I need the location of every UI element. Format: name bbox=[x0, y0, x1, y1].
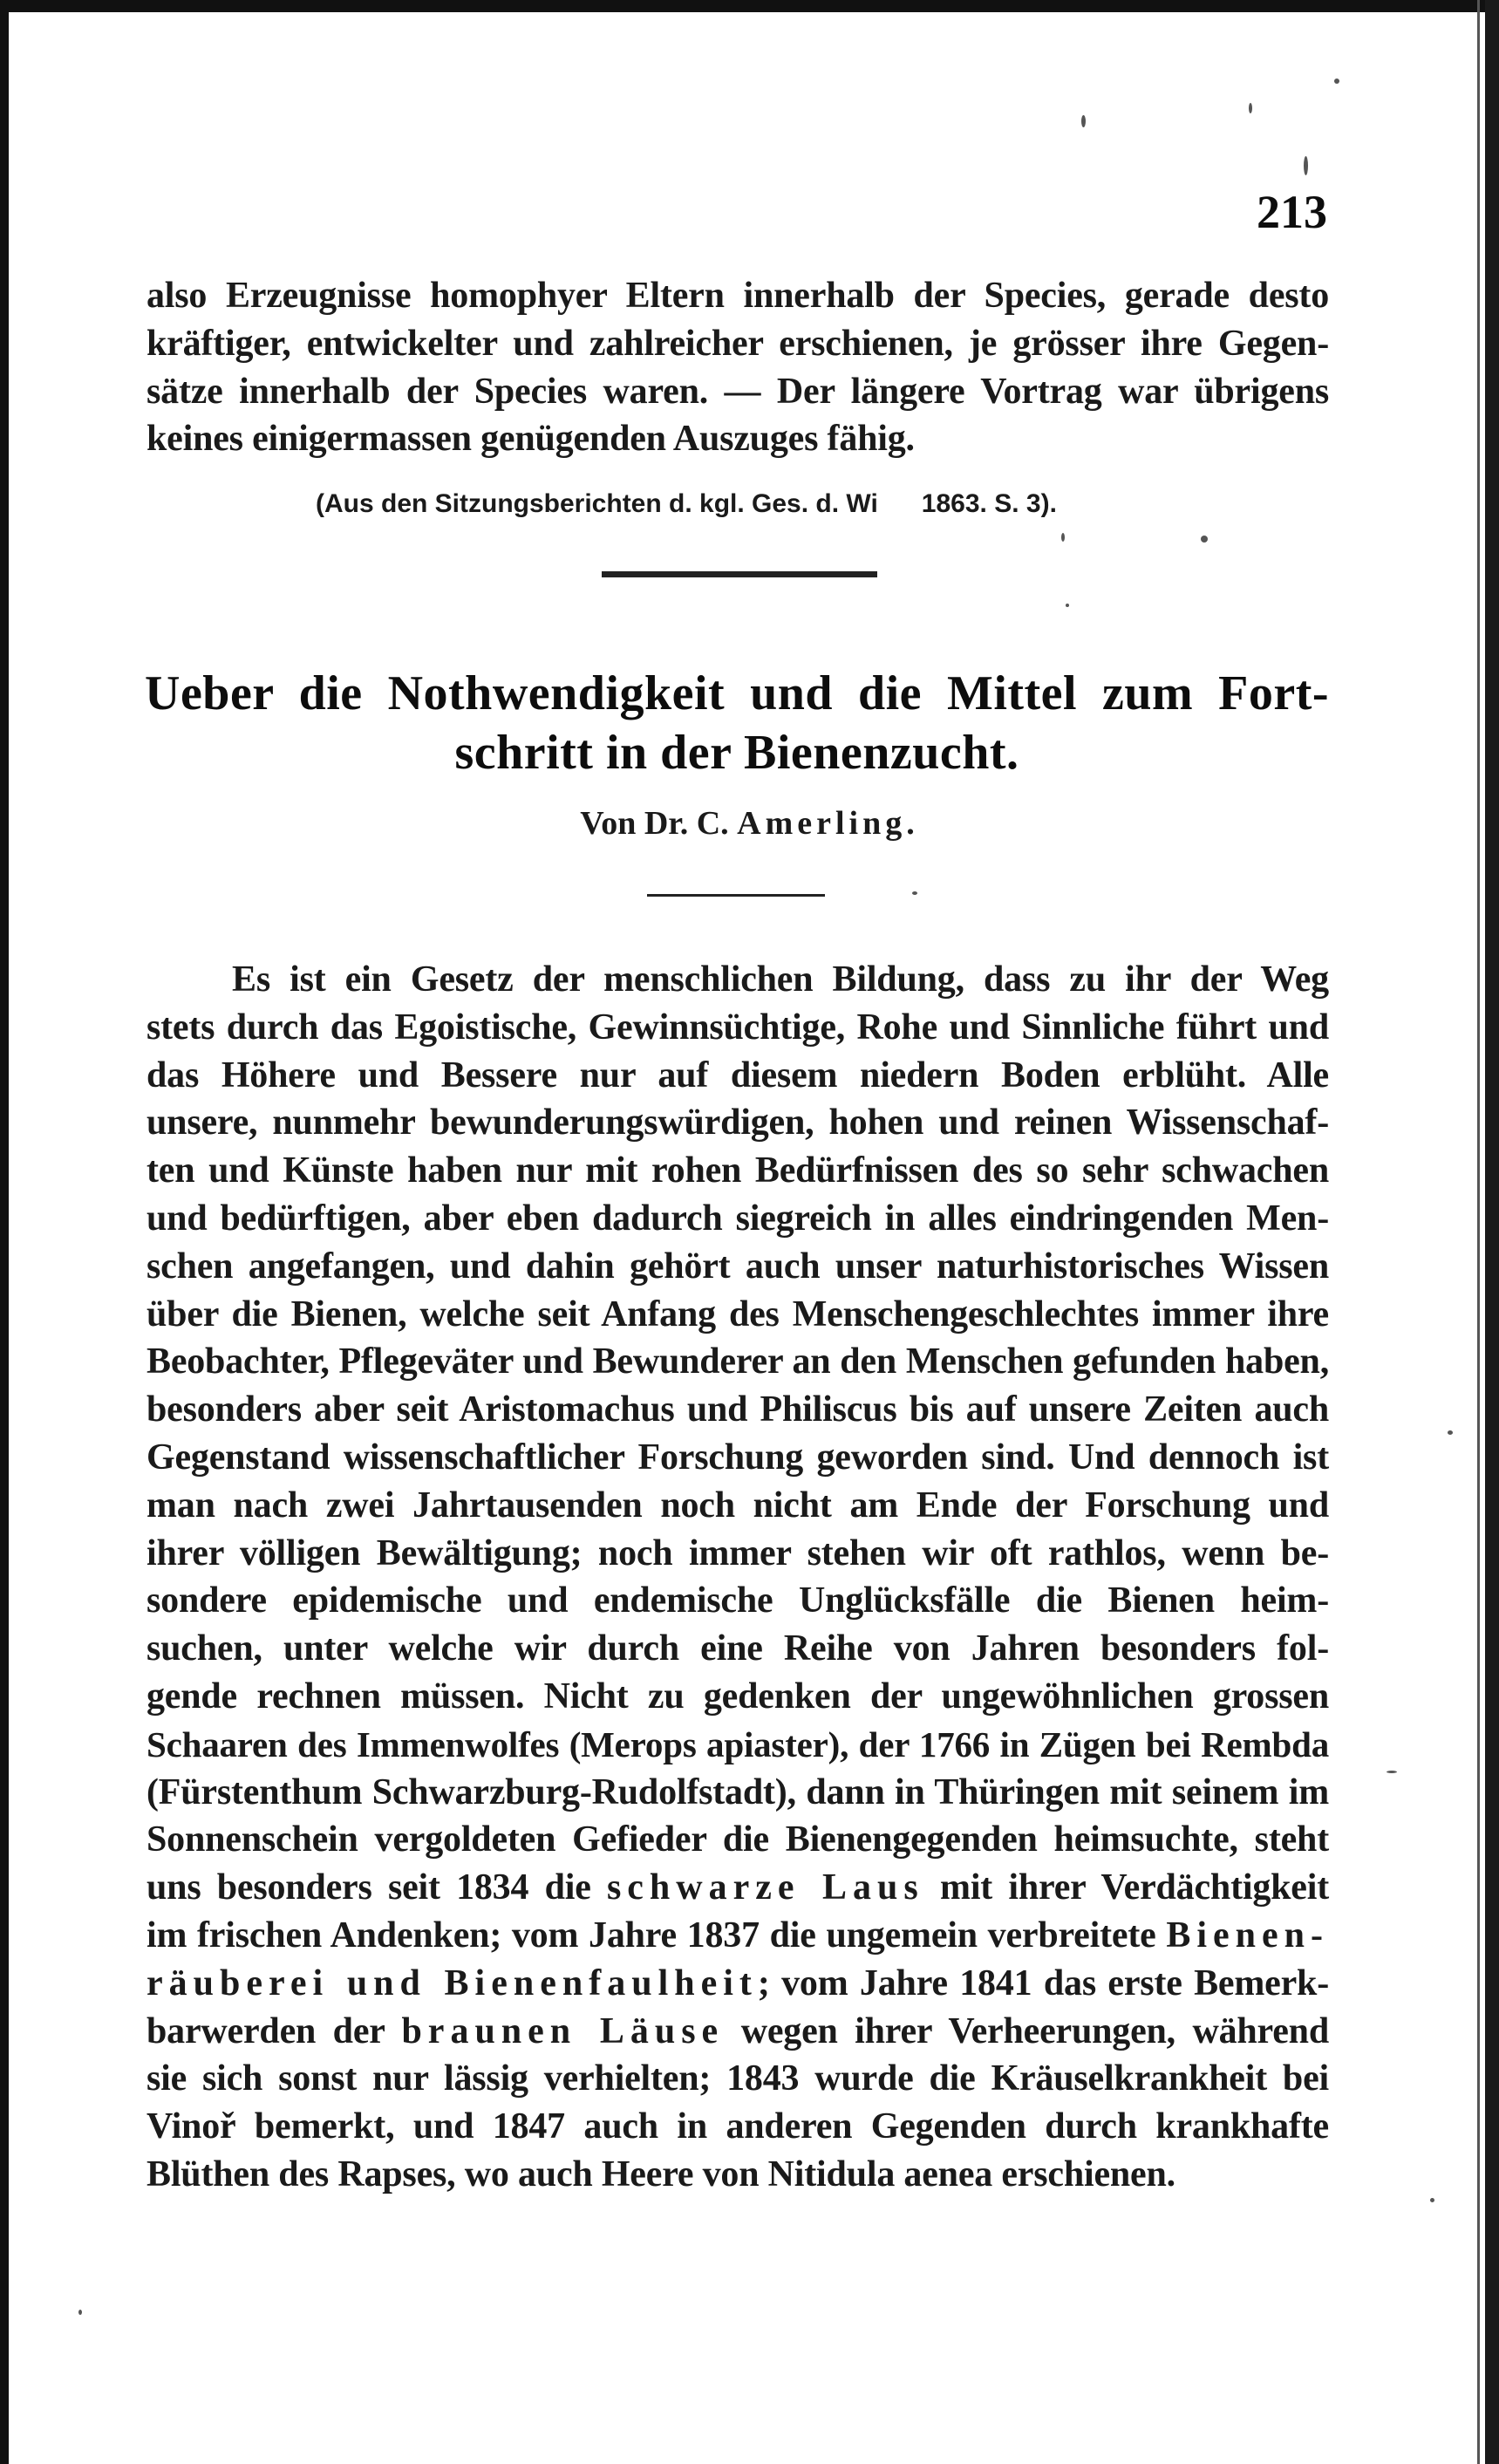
emphasis-bienen: Bienen- bbox=[1166, 1915, 1329, 1956]
scan-speck bbox=[1066, 604, 1069, 607]
author-prefix: Von Dr. C. bbox=[580, 805, 729, 842]
body-line-16: gende rechnen müssen. Nicht zu gedenken der ungewöhnlichen grossen bbox=[146, 1676, 1329, 1717]
body-line-12: man nach zwei Jahrtausenden noch nicht am Ende der Forschung und bbox=[146, 1485, 1329, 1525]
body-line-17: Schaaren des Immenwolfes (Merops apiaster), der 1766 in Zügen bei Rembda bbox=[146, 1723, 1329, 1764]
author-byline bbox=[0, 804, 1499, 843]
emphasis-schwarze-laus: schwarze Laus bbox=[606, 1867, 924, 1908]
body-line-10: besonders aber seit Aristomachus und Philiscus bis auf unsere Zeiten auch bbox=[146, 1389, 1329, 1430]
body-line-23: barwerden der braunen Läuse wegen ihrer Verheerungen, während bbox=[146, 2010, 1329, 2051]
scan-border-right-inner bbox=[1477, 0, 1480, 2464]
title-line-1: Ueber die Nothwendigkeit und die Mittel zum Fort- bbox=[145, 666, 1329, 720]
scan-speck bbox=[1334, 78, 1339, 84]
body-line-15: suchen, unter welche wir durch eine Reihe von Jahren besonders fol- bbox=[146, 1628, 1329, 1669]
top-paragraph-line-4: keines einigermassen genügenden Auszuges fähig. bbox=[146, 419, 915, 460]
body-line-13: ihrer völligen Bewältigung; noch immer stehen wir oft rathlos, wenn be- bbox=[146, 1532, 1329, 1573]
body-line-26: Blüthen des Rapses, wo auch Heere von Nitidula aenea erschienen. bbox=[146, 2153, 1175, 2194]
body-line-3: das Höhere und Bessere nur auf diesem niedern Boden erblüht. Alle bbox=[146, 1055, 1329, 1095]
body-line-2: stets durch das Egoistische, Gewinnsüchtige, Rohe und Sinnliche führt und bbox=[146, 1007, 1329, 1048]
body-line-5: ten und Künste haben nur mit rohen Bedürfnissen des so sehr schwachen bbox=[146, 1150, 1329, 1191]
scan-border-left bbox=[0, 0, 9, 2464]
body-line-25: Vinoř bemerkt, und 1847 auch in anderen Gegenden durch krankhafte bbox=[146, 2106, 1329, 2147]
scan-speck bbox=[912, 891, 917, 895]
scan-speck bbox=[78, 2310, 82, 2315]
top-paragraph-line-3: sätze innerhalb der Species waren. — Der längere Vortrag war übrigens bbox=[146, 371, 1329, 412]
scan-speck bbox=[1430, 2198, 1434, 2202]
body-line-20: uns besonders seit 1834 die schwarze Laus mit ihrer Verdächtigkeit bbox=[146, 1867, 1329, 1908]
body-line-22: räuberei und Bienenfaulheit; vom Jahre 1841 das erste Bemerk- bbox=[146, 1962, 1329, 2003]
body-line-7: schen angefangen, und dahin gehört auch unser naturhistorisches Wissen bbox=[146, 1246, 1329, 1287]
scan-speck bbox=[1249, 103, 1252, 113]
author-name: Amerling. bbox=[737, 805, 919, 842]
body-line-24: sie sich sonst nur lässig verhielten; 1843 wurde die Kräuselkrankheit bei bbox=[146, 2058, 1329, 2099]
body-line-18: (Fürstenthum Schwarzburg-Rudolfstadt), dann in Thüringen mit seinem im bbox=[146, 1771, 1329, 1812]
scan-border-top bbox=[0, 0, 1499, 12]
author-divider-rule bbox=[647, 894, 825, 897]
scan-speck bbox=[1201, 536, 1208, 543]
scan-speck bbox=[1387, 1771, 1397, 1773]
body-line-4: unsere, nunmehr bewunderungswürdigen, hohen und reinen Wissenschaf- bbox=[146, 1102, 1329, 1143]
top-paragraph-line-1: also Erzeugnisse homophyer Eltern innerhalb der Species, gerade desto bbox=[146, 276, 1329, 316]
body-line-21: im frischen Andenken; vom Jahre 1837 die ungemein verbreitete Bienen- bbox=[146, 1915, 1329, 1956]
body-line-14: sondere epidemische und endemische Unglücksfälle die Bienen heim- bbox=[146, 1580, 1329, 1621]
citation: (Aus den Sitzungsberichten d. kgl. Ges. d. Wi 1863. S. 3). bbox=[316, 489, 1057, 518]
body-line-1: Es ist ein Gesetz der menschlichen Bildung, dass zu ihr der Weg bbox=[232, 959, 1329, 1000]
emphasis-raeuberei-faulheit: räuberei und Bienenfaulheit bbox=[146, 1962, 758, 2003]
body-line-6: und bedürftigen, aber eben dadurch siegreich in alles eindringenden Men- bbox=[146, 1198, 1329, 1239]
title-line-2: schritt in der Bienenzucht. bbox=[454, 726, 1019, 780]
body-line-8: über die Bienen, welche seit Anfang des Menschengeschlechtes immer ihre bbox=[146, 1293, 1329, 1334]
section-divider-rule bbox=[602, 571, 877, 577]
scan-speck bbox=[1448, 1430, 1453, 1435]
page-number: 213 bbox=[1257, 186, 1327, 238]
emphasis-braunen-laeuse: braunen Läuse bbox=[401, 2010, 725, 2051]
scan-speck bbox=[1061, 533, 1065, 542]
body-line-19: Sonnenschein vergoldeten Gefieder die Bienengegenden heimsuchte, steht bbox=[146, 1819, 1329, 1860]
scan-speck bbox=[1081, 115, 1086, 127]
body-line-9: Beobachter, Pflegeväter und Bewunderer an den Menschen gefunden haben, bbox=[146, 1341, 1329, 1382]
top-paragraph bbox=[146, 272, 1329, 463]
scan-border-right bbox=[1485, 0, 1499, 2464]
body-line-11: Gegenstand wissenschaftlicher Forschung geworden sind. Und dennoch ist bbox=[146, 1437, 1329, 1478]
top-paragraph-line-2: kräftiger, entwickelter und zahlreicher erschienen, je grösser ihre Gegen- bbox=[146, 323, 1329, 364]
scan-speck bbox=[1304, 156, 1308, 175]
article-title bbox=[145, 664, 1329, 782]
body-paragraph bbox=[146, 956, 1329, 2199]
